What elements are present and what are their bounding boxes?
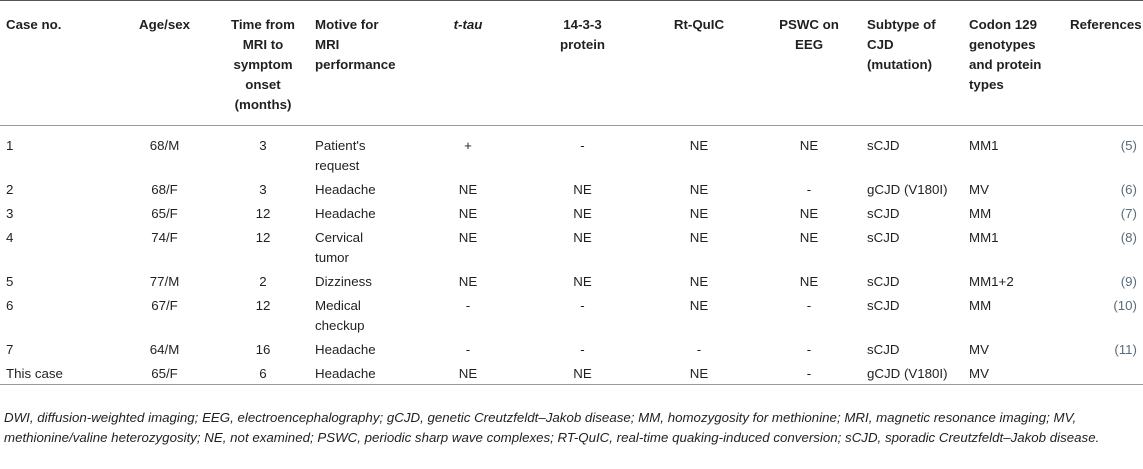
cell-time: 2: [259, 273, 267, 289]
cell-motive: Headache: [315, 181, 376, 197]
cell-time: 6: [217, 361, 309, 385]
table-row: [0, 269, 1143, 293]
table-row: [0, 126, 1143, 177]
cell-case: 1: [6, 138, 14, 153]
cell-codon: MM: [969, 205, 992, 221]
cell-case: 6: [6, 297, 14, 313]
cell-case: 4: [6, 229, 14, 245]
cell-age-sex: 74/F: [151, 229, 178, 245]
header-references: References: [1064, 1, 1143, 126]
cell-time: 3: [259, 181, 267, 197]
header-ttau: t-tau: [412, 1, 524, 126]
cell-subtype: sCJD: [867, 138, 900, 153]
header-14-3-3-protein: 14-3-3 protein: [524, 1, 641, 126]
cell-case: 3: [6, 205, 14, 221]
cell-pswc: NE: [799, 229, 819, 245]
cell-codon: MM: [969, 297, 992, 313]
cell-motive: Patient's request: [315, 138, 366, 173]
table-row: [0, 337, 1143, 361]
cell-ttau: NE: [458, 273, 478, 289]
cell-ttau: NE: [458, 205, 478, 221]
cell-codon: MV: [963, 361, 1064, 385]
cell-age-sex: 68/F: [151, 181, 178, 197]
cell-pswc: NE: [799, 205, 819, 221]
cell-ttau: -: [465, 297, 471, 313]
cell-rtquic: NE: [689, 138, 709, 153]
header-case-no: Case no.: [0, 1, 112, 126]
cell-time: 3: [259, 138, 267, 153]
table-footnote: DWI, diffusion-weighted imaging; EEG, electroencephalography; gCJD, genetic Creutzfeldt–Jakob disease; MM, homozygosity for methionine; MRI, magnetic resonance imaging; MV, methionine/valine heterozygosity; NE, not examined; PSWC, periodic sharp wave complexes; RT-QuIC, real-time quaking-induced conversion; sCJD, sporadic Creutzfeldt–Jakob disease.: [4, 410, 1100, 445]
cell-case: This case: [0, 361, 112, 385]
cell-subtype: sCJD: [867, 273, 900, 289]
cell-pswc: -: [806, 181, 812, 197]
cell-ttau: -: [465, 341, 471, 357]
cell-rtquic: NE: [689, 229, 709, 245]
cell-ttau: NE: [458, 181, 478, 197]
cell-pswc: -: [757, 361, 861, 385]
cell-time: 16: [255, 341, 271, 357]
table-row: [0, 293, 1143, 337]
reference-link[interactable]: (5): [1120, 138, 1137, 153]
cell-motive: Headache: [315, 341, 376, 357]
cell-age-sex: 65/F: [112, 361, 217, 385]
cell-protein: -: [580, 341, 585, 357]
table-row: [0, 177, 1143, 201]
cell-codon: MV: [969, 181, 989, 197]
cell-rtquic: NE: [689, 205, 709, 221]
cell-motive: Dizziness: [315, 273, 372, 289]
table-row: [0, 361, 1143, 385]
reference-link[interactable]: (10): [1113, 297, 1137, 313]
table-row: [0, 201, 1143, 225]
cell-case: 7: [6, 341, 14, 357]
reference-link[interactable]: (6): [1120, 181, 1137, 197]
cell-subtype: sCJD: [867, 229, 900, 245]
cell-pswc: -: [806, 297, 812, 313]
cell-protein: NE: [573, 205, 592, 221]
cell-age-sex: 67/F: [151, 297, 178, 313]
cell-age-sex: 64/M: [149, 341, 180, 357]
reference-link[interactable]: (7): [1120, 205, 1137, 221]
cell-codon: MM1: [969, 229, 999, 245]
reference-link: [1064, 361, 1143, 385]
cell-protein: NE: [524, 361, 641, 385]
cell-codon: MM1: [969, 138, 999, 153]
table-row: [0, 225, 1143, 269]
cell-protein: NE: [573, 229, 592, 245]
cell-case: 2: [6, 181, 14, 197]
cell-ttau: +: [464, 138, 472, 153]
cell-codon: MM1+2: [969, 273, 1014, 289]
cell-motive: Medical checkup: [315, 297, 365, 333]
header-codon-129: Codon 129 genotypes and protein types: [963, 1, 1064, 126]
cell-protein: NE: [573, 273, 592, 289]
cell-protein: -: [580, 138, 585, 153]
cell-subtype: sCJD: [867, 341, 900, 357]
cell-rtquic: -: [696, 341, 702, 357]
reference-link[interactable]: (8): [1120, 229, 1137, 245]
header-row: [0, 1, 1143, 126]
cell-age-sex: 68/M: [149, 138, 180, 153]
cell-pswc: NE: [799, 273, 819, 289]
header-motive: Motive for MRI performance: [309, 1, 412, 126]
cell-subtype: gCJD (V180I): [861, 361, 963, 385]
header-rt-quic: Rt-QuIC: [641, 1, 757, 126]
cell-codon: MV: [969, 341, 989, 357]
header-age-sex: Age/sex: [112, 1, 217, 126]
cell-motive: Cervical tumor: [315, 229, 364, 265]
cell-pswc: -: [806, 341, 812, 357]
cell-motive: Headache: [309, 361, 412, 385]
cell-time: 12: [255, 297, 271, 313]
cell-case: 5: [6, 273, 14, 289]
cell-subtype: sCJD: [867, 297, 900, 313]
cell-time: 12: [255, 205, 271, 221]
cell-rtquic: NE: [689, 181, 709, 197]
reference-link[interactable]: (9): [1120, 273, 1137, 289]
cell-age-sex: 77/M: [149, 273, 180, 289]
cell-ttau: NE: [412, 361, 524, 385]
header-subtype: Subtype of CJD (mutation): [861, 1, 963, 126]
cell-time: 12: [255, 229, 271, 245]
header-time-to-onset: Time from MRI to symptom onset (months): [217, 1, 309, 126]
cell-age-sex: 65/F: [151, 205, 178, 221]
cell-subtype: gCJD (V180I): [867, 181, 948, 197]
cell-protein: -: [580, 297, 585, 313]
header-pswc-eeg: PSWC on EEG: [757, 1, 861, 126]
cell-ttau: NE: [458, 229, 478, 245]
cell-rtquic: NE: [689, 297, 709, 313]
cell-protein: NE: [573, 181, 592, 197]
cell-motive: Headache: [315, 205, 376, 221]
cell-rtquic: NE: [641, 361, 757, 385]
cell-subtype: sCJD: [867, 205, 900, 221]
cell-rtquic: NE: [689, 273, 709, 289]
cell-pswc: NE: [799, 138, 819, 153]
reference-link[interactable]: (11): [1114, 341, 1137, 357]
